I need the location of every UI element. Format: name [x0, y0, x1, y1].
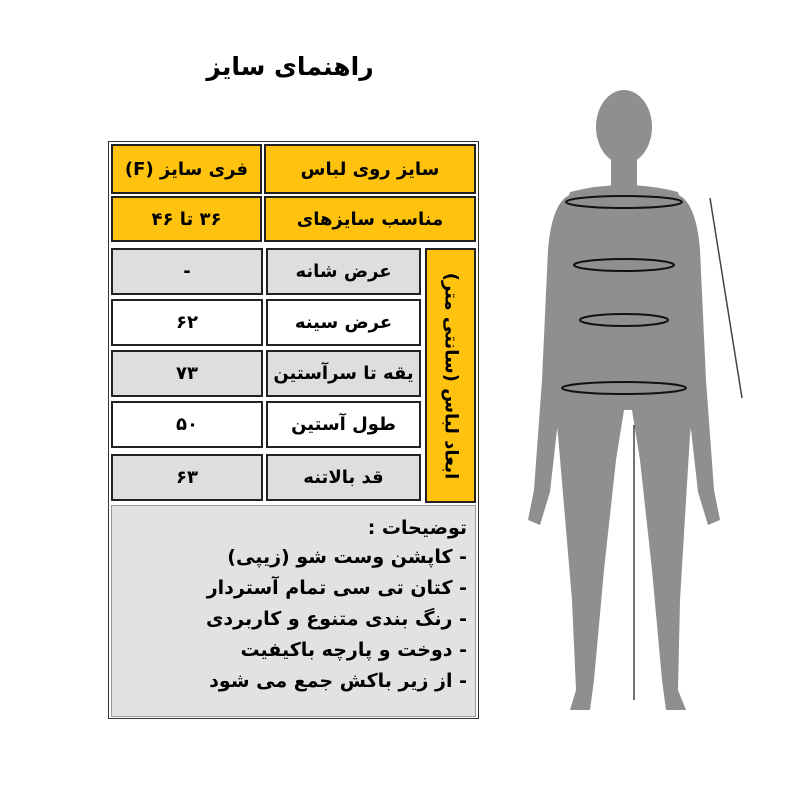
silhouette-shape: [528, 90, 720, 710]
body-silhouette-figure: [520, 80, 760, 730]
length-guide-line: [710, 198, 742, 398]
row-value-collar-to-cuff: ۷۳: [111, 350, 263, 397]
note-item: - کتان تی سی تمام آستردار: [206, 577, 467, 599]
row-label-sleeve-length: طول آستین: [266, 401, 421, 448]
row-value-chest: ۶۲: [111, 299, 263, 346]
row-label-chest: عرض سینه: [266, 299, 421, 346]
row-label-shoulder: عرض شانه: [266, 248, 421, 295]
size-label-cell: سایز روی لباس: [264, 144, 476, 194]
fits-value-cell: ۳۶ تا ۴۶: [111, 196, 262, 242]
note-item: - کاپشن وست شو (زیپی): [227, 546, 467, 568]
notes-heading: توضیحات :: [367, 517, 467, 539]
note-item: - از زیر باکش جمع می شود: [209, 670, 467, 692]
dimensions-vertical-label: [425, 248, 476, 503]
page-title: راهنمای سایز: [206, 52, 374, 81]
fits-label-cell: مناسب سایزهای: [264, 196, 476, 242]
size-value-cell: فری سایز (F): [111, 144, 262, 194]
note-item: - دوخت و پارچه باکیفیت: [240, 639, 467, 661]
notes-box: [111, 505, 476, 717]
row-label-body-length: قد بالاتنه: [266, 454, 421, 501]
row-value-shoulder: -: [111, 248, 263, 295]
row-value-body-length: ۶۳: [111, 454, 263, 501]
row-value-sleeve-length: ۵۰: [111, 401, 263, 448]
note-item: - رنگ بندی متنوع و کاربردی: [206, 608, 467, 630]
row-label-collar-to-cuff: یقه تا سرآستین: [266, 350, 421, 397]
dimensions-label-text: ابعاد لباس (سانتی متر): [440, 272, 461, 479]
